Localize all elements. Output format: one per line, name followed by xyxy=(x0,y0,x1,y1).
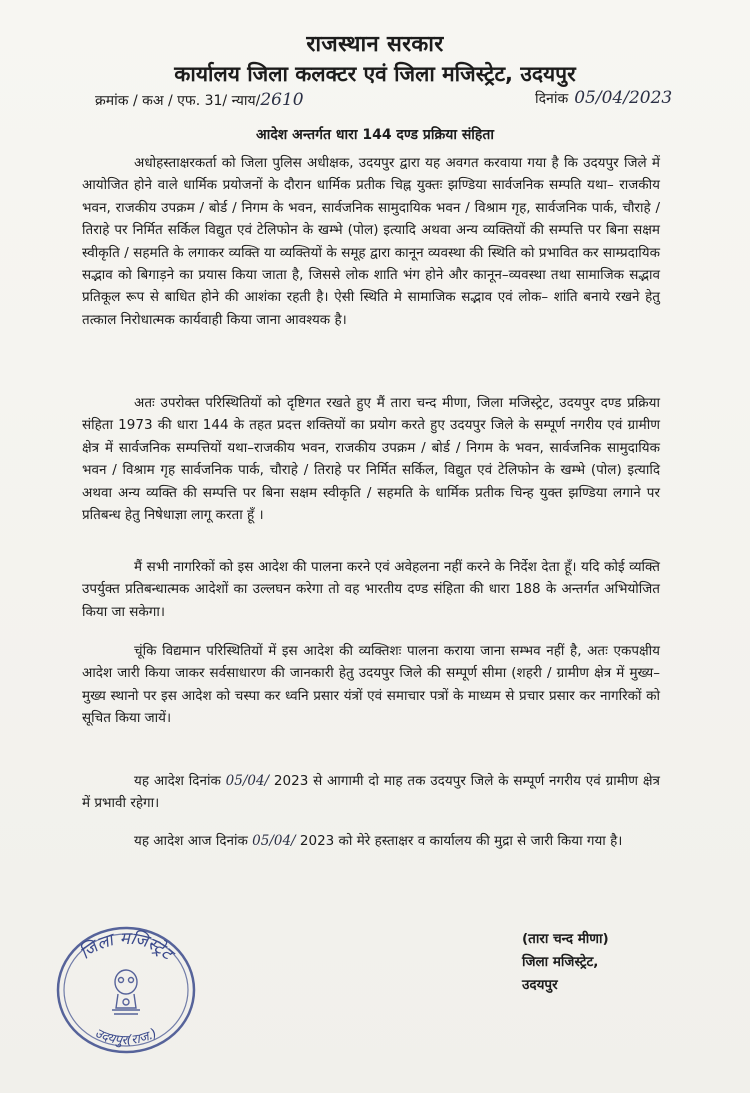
office-heading: कार्यालय जिला कलक्टर एवं जिला मजिस्ट्रेट, उदयपुर xyxy=(174,62,576,86)
reference-number xyxy=(95,90,304,110)
paragraph-2: अतः उपरोक्त परिस्थितियों को दृष्टिगत रखते हुए मैं तारा चन्द मीणा, जिला मजिस्ट्रेट, उदयपुर दण्ड प्रक्रिया संहिता 1973 की धारा 144 के तहत प्रदत्त शक्तियों का प्रयोग करते हुए उदयपुर जिले के सम्पूर्ण नगरीय एवं ग्रामीण क्षेत्र में सार्वजनिक सम्पत्तियों यथा–राजकीय भवन, राजकीय उपक्रम / बोर्ड / निगम के भवन, सार्वजनिक सामुदायिक भवन / विश्राम गृह सार्वजनिक पार्क, चौराहे / तिराहे पर निर्मित सर्किल, विद्युत एवं टेलिफोन के खम्भे (पोल) इत्यादि अथवा अन्य व्यक्ति की सम्पत्ति पर बिना सक्षम स्वीकृति / सहमति के धार्मिक प्रतीक चिन्ह युक्त झण्डिया लगाने पर प्रतिबन्ध हेतु निषेधाज्ञा लागू करता हूँ । xyxy=(82,395,660,524)
paragraph-3: मैं सभी नागरिकों को इस आदेश की पालना करने एवं अवेहलना नहीं करने के निर्देश देता हूँ। यदि कोई व्यक्ति उपर्युक्त प्रतिबन्धात्मक आदेशों का उल्लघन करेगा तो वह भारतीय दण्ड संहिता की धारा 188 के अन्तर्गत अभियोजित किया जा सकेगा। xyxy=(82,559,660,620)
seal-top-text: जिला मजिस्ट्रेट xyxy=(76,928,177,964)
signatory-place: उदयपुर xyxy=(522,977,558,993)
signatory-name: (तारा चन्द मीणा) xyxy=(522,931,609,947)
reference-date xyxy=(535,88,672,108)
emblem-icon xyxy=(112,970,140,1014)
signature-block xyxy=(522,928,609,997)
paragraph-6 xyxy=(82,830,660,852)
date-label: दिनांक xyxy=(535,91,569,107)
paragraph-1: अधोहस्ताक्षरकर्ता को जिला पुलिस अधीक्षक, उदयपुर द्वारा यह अवगत करवाया गया है कि उदयपुर जिले में आयोजित होने वाले धार्मिक प्रयोजनों के दौरान धार्मिक प्रतीक चिह्न युक्तः झण्डिया सार्वजनिक सम्पति यथा– राजकीय भवन, राजकीय उपक्रम / बोर्ड / निगम के भवन, सार्वजनिक सामुदायिक भवन / विश्राम गृह, सार्वजनिक पार्क, चौराहे / तिराहे पर निर्मित सर्किल विद्युत एवं टेलिफोन के खम्भे (पोल) इत्यादि अथवा अन्य व्यक्तियों की सम्पत्ति पर बिना सक्षम स्वीकृति / सहमति के लगाकर व्यक्ति या व्यक्तियों के समूह द्वारा कानून व्यवस्था की स्थिति को प्रभावित कर साम्प्रदायिक सद्भाव को बिगाड़ने का प्रयास किया जाता है, जिससे लोक शाति भंग होने और कानून–व्यवस्था तथा सामाजिक सद्भाव प्रतिकूल रूप से बाधित होने की आशंका रहती है। ऐसी स्थिति मे सामाजिक सद्भाव एवं लोक– शांति बनाये रखने हेतु तत्काल निरोधात्मक कार्यवाही किया जाना आवश्यक है। xyxy=(82,155,660,328)
reference-handwritten-number: 2610 xyxy=(260,90,304,110)
p5-pre: यह आदेश दिनांक xyxy=(134,773,221,789)
paragraph-4: चूंकि विद्यमान परिस्थितियों में इस आदेश की व्यक्तिशः पालना कराया जाना सम्भव नहीं है, अतः एकपक्षीय आदेश जारी किया जाकर सर्वसाधारण की जानकारी हेतु उदयपुर जिले की सम्पूर्ण सीमा (शहरी / ग्रामीण क्षेत्र में मुख्य–मुख्य स्थानो पर इस आदेश को चस्पा कर ध्वनि प्रसार यंत्रों एवं समाचार पत्रों के माध्यम से प्रचार प्रसार कर नागरिकों को सूचित किया जायें। xyxy=(82,643,660,727)
seal-bottom-text: उदयपुर(राज.) xyxy=(92,1025,160,1049)
p5-handwritten-date: 05/04/ xyxy=(225,773,270,789)
p6-post: 2023 को मेरे हस्ताक्षर व कार्यालय की मुद्रा से जारी किया गया है। xyxy=(299,833,623,849)
office-seal-stamp xyxy=(52,918,200,1058)
govt-heading: राजस्थान सरकार xyxy=(306,32,444,57)
date-handwritten-value: 05/04/2023 xyxy=(574,88,673,108)
order-subject: आदेश अन्तर्गत धारा 144 दण्ड प्रक्रिया संहिता xyxy=(256,127,494,143)
paragraph-5 xyxy=(82,770,660,815)
reference-prefix: क्रमांक / कअ / एफ. 31/ न्याय/ xyxy=(95,93,261,109)
p6-pre: यह आदेश आज दिनांक xyxy=(134,833,248,849)
signatory-title: जिला मजिस्ट्रेट, xyxy=(522,954,599,970)
p6-handwritten-date: 05/04/ xyxy=(252,833,296,849)
p5-post: 2023 से आगामी दो माह तक उदयपुर जिले के सम्पूर्ण नगरीय एवं ग्रामीण क्षेत्र में प्रभावी रहेगा। xyxy=(82,773,660,812)
